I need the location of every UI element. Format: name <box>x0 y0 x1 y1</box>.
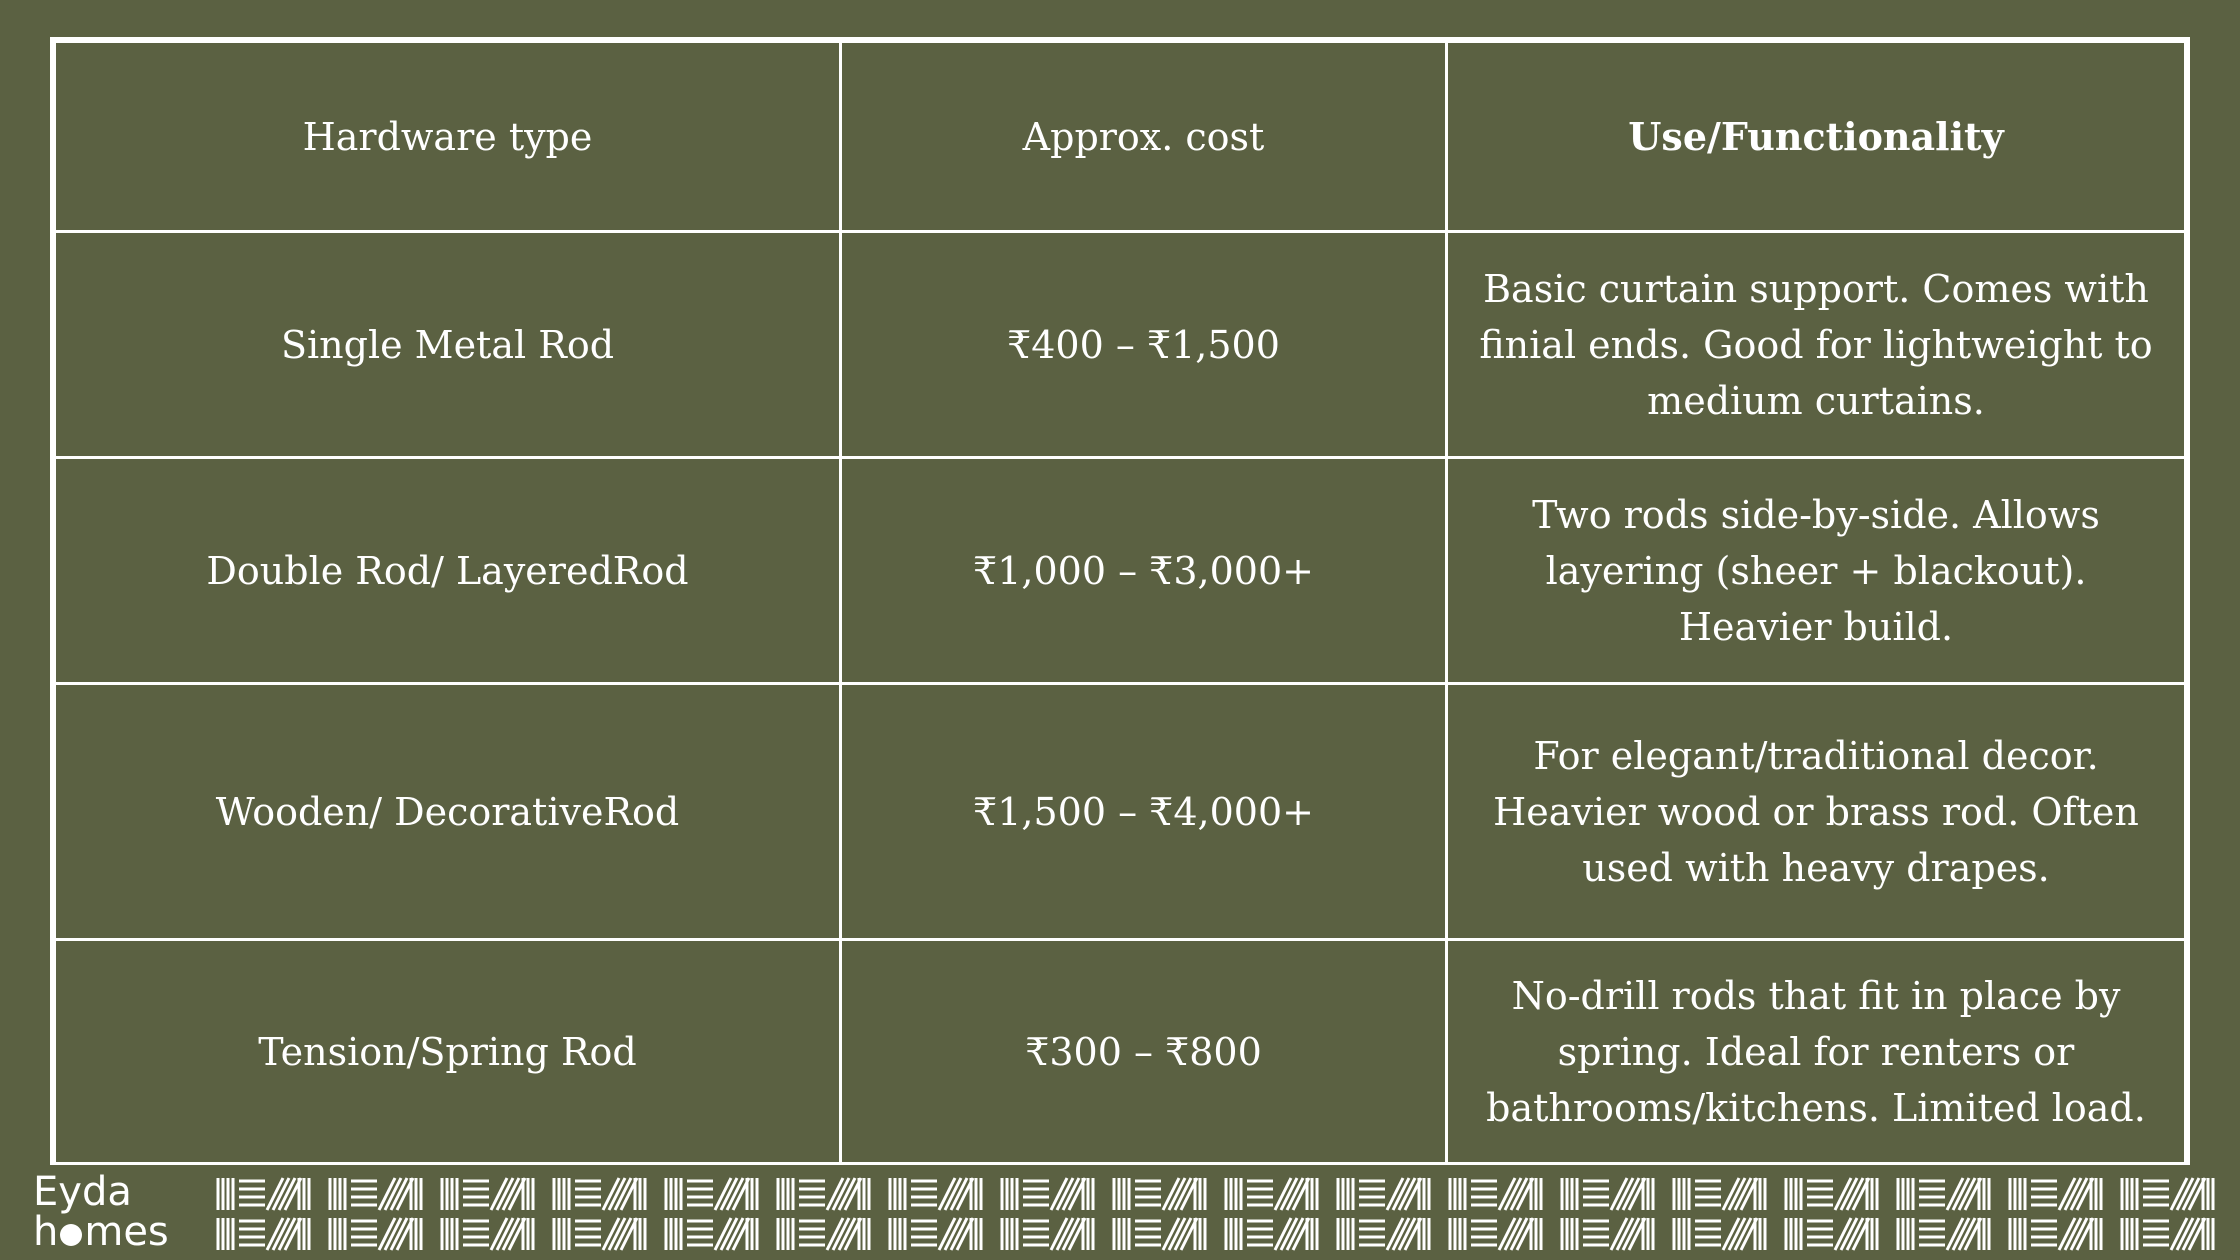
woven-stripe-pattern-icon <box>215 1176 2240 1254</box>
pattern-tile <box>1898 1178 1989 1210</box>
logo-dot-icon <box>60 1224 82 1246</box>
pattern-tile <box>890 1218 981 1250</box>
eyda-homes-logo <box>33 1169 169 1255</box>
pattern-tile <box>778 1218 869 1250</box>
pattern-tile <box>666 1218 757 1250</box>
pattern-tile <box>1338 1218 1429 1250</box>
pattern-tile <box>554 1178 645 1210</box>
pattern-tile <box>890 1178 981 1210</box>
pattern-tile <box>778 1178 869 1210</box>
pattern-tile <box>2122 1218 2213 1250</box>
cell-approx-cost: ₹1,500 – ₹4,000+ <box>841 684 1447 940</box>
pattern-tile <box>1562 1218 1653 1250</box>
pattern-tile <box>1450 1218 1541 1250</box>
table-row <box>55 940 2186 1164</box>
pattern-tile <box>1450 1178 1541 1210</box>
pattern-tile <box>1898 1218 1989 1250</box>
header-hardware-type: Hardware type <box>55 42 841 232</box>
logo-line-2-prefix: h <box>33 1209 59 1255</box>
pattern-tile <box>1002 1178 1093 1210</box>
pattern-tile <box>330 1218 421 1250</box>
pattern-tile <box>2122 1178 2213 1210</box>
cell-use-functionality: Basic curtain support. Comes with finial ends. Good for lightweight to medium curtains. <box>1447 232 2186 458</box>
pattern-tile <box>442 1218 533 1250</box>
pattern-tile <box>2010 1218 2101 1250</box>
pattern-tile <box>2010 1178 2101 1210</box>
pattern-tile <box>1562 1178 1653 1210</box>
pattern-tile <box>218 1218 309 1250</box>
pattern-tile <box>666 1178 757 1210</box>
pattern-tile <box>330 1178 421 1210</box>
logo-line-1: Eyda <box>33 1169 132 1215</box>
cell-hardware-type: Double Rod/ LayeredRod <box>55 458 841 684</box>
pattern-tile <box>1786 1178 1877 1210</box>
pattern-tile <box>1114 1178 1205 1210</box>
table-row <box>55 232 2186 458</box>
pattern-tile <box>554 1218 645 1250</box>
table-row <box>55 684 2186 940</box>
logo-line-2-suffix: mes <box>84 1209 169 1255</box>
pattern-tile <box>1338 1178 1429 1210</box>
hardware-table <box>50 37 2190 1165</box>
pattern-tile <box>1674 1218 1765 1250</box>
cell-approx-cost: ₹400 – ₹1,500 <box>841 232 1447 458</box>
cell-approx-cost: ₹1,000 – ₹3,000+ <box>841 458 1447 684</box>
logo-line-2 <box>33 1209 169 1255</box>
header-approx-cost: Approx. cost <box>841 42 1447 232</box>
cell-hardware-type: Wooden/ DecorativeRod <box>55 684 841 940</box>
pattern-tile <box>1786 1218 1877 1250</box>
table-header-row <box>55 42 2186 232</box>
pattern-tile <box>218 1178 309 1210</box>
cell-use-functionality: No-drill rods that fit in place by spring. Ideal for renters or bathrooms/kitchens. Limited load. <box>1447 940 2186 1164</box>
cell-hardware-type: Tension/Spring Rod <box>55 940 841 1164</box>
table-row <box>55 458 2186 684</box>
cell-use-functionality: For elegant/traditional decor. Heavier wood or brass rod. Often used with heavy drapes. <box>1447 684 2186 940</box>
header-use-functionality: Use/Functionality <box>1447 42 2186 232</box>
cell-hardware-type: Single Metal Rod <box>55 232 841 458</box>
pattern-tile <box>1114 1218 1205 1250</box>
cell-use-functionality: Two rods side-by-side. Allows layering (sheer + blackout). Heavier build. <box>1447 458 2186 684</box>
pattern-tile <box>1226 1218 1317 1250</box>
pattern-tile <box>1002 1218 1093 1250</box>
pattern-tile <box>442 1178 533 1210</box>
pattern-tile <box>1674 1178 1765 1210</box>
cell-approx-cost: ₹300 – ₹800 <box>841 940 1447 1164</box>
pattern-tile <box>1226 1178 1317 1210</box>
